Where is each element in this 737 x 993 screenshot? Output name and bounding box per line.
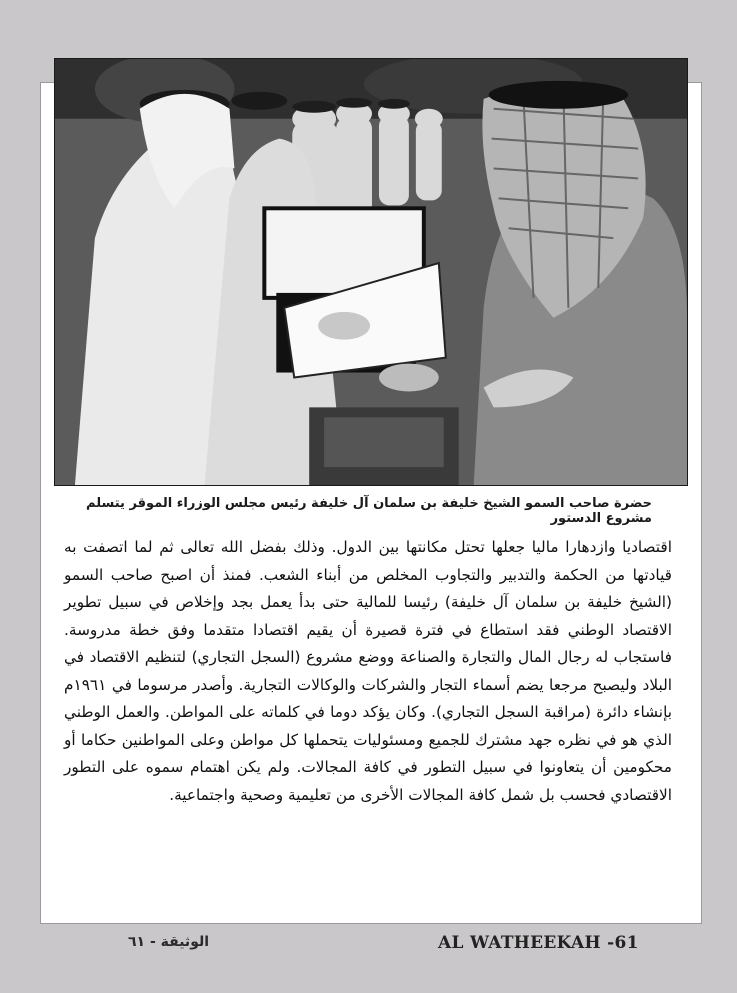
article-body — [64, 534, 672, 809]
footer-page-label-arabic: الوثيقة - ٦١ — [128, 934, 210, 950]
footer-page-label-english: AL WATHEEKAH -61 — [438, 933, 639, 953]
article-paragraph: اقتصاديا وازدهارا ماليا جعلها تحتل مكانتها بين الدول. وذلك بفضل الله تعالى ثم لما اتصفت به قيادتها من الحكمة والتدبير والتجاوب المخلص من أبناء الشعب. فمنذ أن اصبح صاحب السمو (الشيخ خليفة بن سلمان آل خليفة) رئيسا للمالية حتى بدأ يعمل بجد وإخلاص في سبيل تطوير الاقتصاد الوطني فقد استطاع في فترة قصيرة أن يقيم اقتصادا متقدما وفق خطة مدروسة. فاستجاب له رجال المال والتجارة والصناعة ووضع مشروع (السجل التجاري) لتنظيم الاقتصاد في البلاد وليصبح مرجعا يضم أسماء التجار والشركات والوكالات التجارية. وأصدر مرسوما في ١٩٦١م بإنشاء دائرة (مراقبة السجل التجاري). وكان يؤكد دوما في كلماته على المواطن. والعمل الوطني الذي هو في نظره جهد مشترك للجميع ومسئوليات يتحملها كل مواطن وعلى المواطنين حكاما أو محكومين أن يتعاونوا في سبيل التطور في كافة المجالات. ولم يكن اهتمام سموه على التطور الاقتصادي فحسب بل شمل كافة المجالات الأخرى من تعليمية وصحية واجتماعية. — [64, 538, 672, 804]
ceremony-photo — [54, 58, 688, 486]
photo-caption: حضرة صاحب السمو الشيخ خليفة بن سلمان آل خليفة رئيس مجلس الوزراء الموقر يتسلم مشروع الدستور — [86, 496, 652, 526]
photo-illustration — [55, 59, 687, 485]
